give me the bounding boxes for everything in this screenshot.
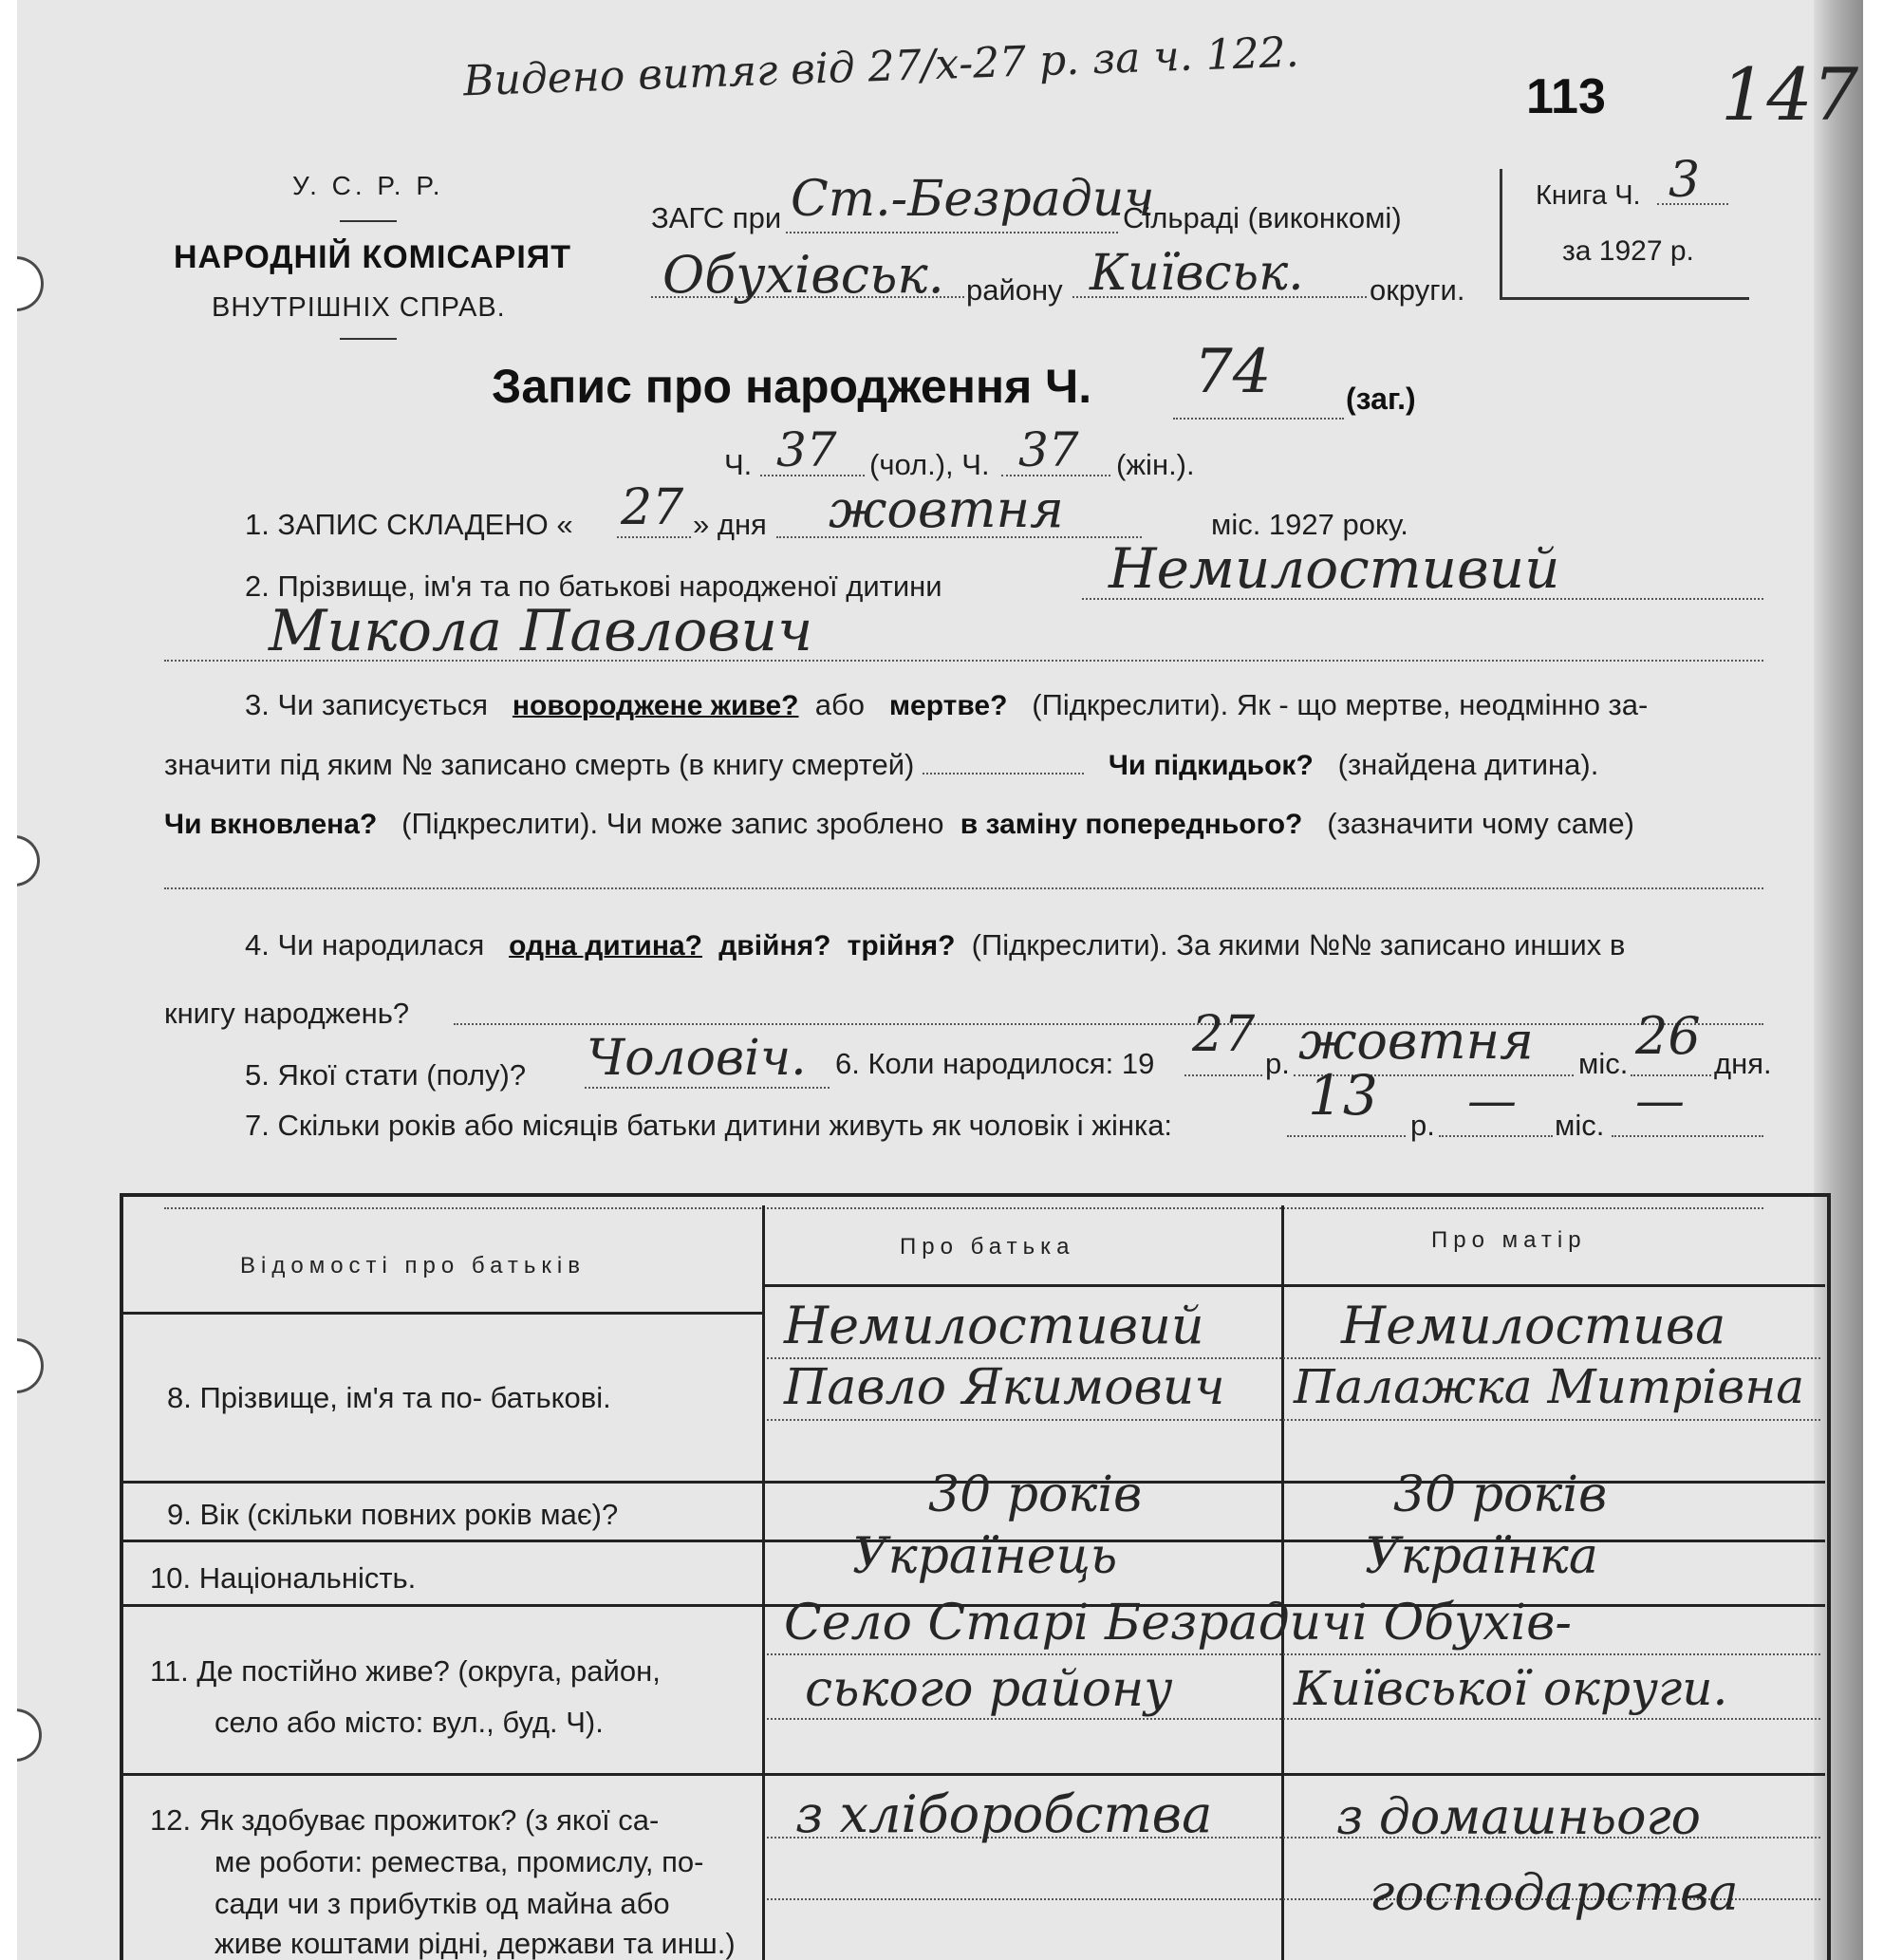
item6-year-line <box>1184 1074 1262 1076</box>
binding-hole <box>17 256 44 311</box>
item1-label: 1. ЗАПИС СКЛАДЕНО « <box>245 508 573 541</box>
item3-restored: Чи вкновлена? <box>164 809 378 840</box>
female-count: 37 <box>1018 422 1079 477</box>
republic-label: У. С. Р. Р. <box>292 171 444 200</box>
item3-alive: новороджене живе? <box>512 690 799 721</box>
item4-text-e: (Підкреслити). За якими №№ записано инших в <box>971 928 1626 961</box>
item4-blank-line <box>454 1023 1763 1025</box>
row10-label: 10. Національність. <box>150 1561 417 1595</box>
document-page <box>17 0 1863 1960</box>
item3-text-h: (знайдена дитина). <box>1337 748 1599 781</box>
row11-label-line2: село або місто: вул., буд. Ч). <box>214 1706 604 1739</box>
item6-r: р. <box>1265 1047 1290 1080</box>
row12-mother-line1: з домашнього <box>1336 1789 1701 1846</box>
rada-label: Сільраді (виконкомі) <box>1123 201 1402 234</box>
table-write-line <box>767 1419 1820 1421</box>
item3-line3 <box>164 807 1634 841</box>
table-col-divider <box>1281 1205 1284 1960</box>
binding-hole <box>17 835 40 887</box>
item1-end: міс. 1927 року. <box>1211 508 1408 541</box>
record-title: Запис про народження Ч. <box>492 360 1092 413</box>
row8-mother-line2: Палажка Митрівна <box>1294 1359 1805 1414</box>
item3-text-e: (Підкреслити). Як - що мертве, неодмінно за- <box>1032 688 1649 721</box>
table-write-line <box>767 1718 1820 1720</box>
row8-mother-line1: Немилостива <box>1341 1296 1726 1355</box>
item7-months-line <box>1439 1135 1553 1137</box>
row12-label-line1: 12. Як здобуває прожиток? (з якої са- <box>150 1803 660 1837</box>
item3-line2 <box>164 748 1598 782</box>
book-year: за 1927 р. <box>1562 235 1694 267</box>
item7-label: 7. Скільки років або місяців батьки дитини живуть як чоловік і жінка: <box>245 1109 1173 1142</box>
item5-line <box>585 1087 830 1089</box>
item7-dash: — <box>1635 1073 1685 1129</box>
record-suffix: (заг.) <box>1346 382 1416 416</box>
book-label: Книга Ч. <box>1536 180 1641 211</box>
item6-day: 26 <box>1635 1006 1701 1066</box>
item7-years-line <box>1287 1135 1406 1137</box>
record-number-line <box>1173 418 1344 420</box>
item6-label: 6. Коли народилося: 19 <box>835 1047 1155 1080</box>
binding-hole <box>17 1338 44 1393</box>
row12-label-line2: ме роботи: ремества, промислу, по- <box>214 1845 704 1878</box>
item2-surname: Немилостивий <box>1109 536 1560 601</box>
zags-village: Ст.-Безрадич <box>791 171 1155 228</box>
record-number: 74 <box>1194 337 1272 407</box>
table-header-rule <box>123 1312 762 1315</box>
item4-twins: двійня? <box>718 930 831 961</box>
table-col-divider <box>762 1205 765 1960</box>
table-write-line <box>767 1653 1820 1655</box>
row12-mother-line2: господарства <box>1370 1865 1739 1922</box>
row11-mother: Київської округи. <box>1294 1661 1728 1716</box>
zags-prefix: ЗАГС при <box>651 201 782 234</box>
item6-dnia: дня. <box>1714 1047 1772 1080</box>
header-rule <box>340 220 397 222</box>
row11-label-line1: 11. Де постійно живе? (округа, район, <box>150 1654 661 1688</box>
item4-text-a: 4. Чи народилася <box>245 928 485 961</box>
ministry-label: ВНУТРІШНІХ СПРАВ. <box>212 292 506 323</box>
item6-year: 27 <box>1192 1006 1256 1063</box>
item3-text-f: значити під яким № записано смерть (в книгу смертей) <box>164 748 915 781</box>
item7-months: — <box>1467 1073 1517 1129</box>
row9-label: 9. Вік (скільки повних років має)? <box>167 1498 619 1531</box>
commissariat-title: НАРОДНІЙ КОМІСАРІЯТ <box>174 239 571 275</box>
item7-r: р. <box>1410 1109 1435 1142</box>
table-header-rule <box>762 1284 1825 1287</box>
row12-label-line4: живе коштами рідні, держави та инш.) <box>214 1927 736 1960</box>
row10-mother: Українка <box>1365 1528 1598 1585</box>
item4-single: одна дитина? <box>509 930 702 961</box>
row8-father-line1: Немилостивий <box>784 1296 1204 1355</box>
item3-replacement: в заміну попереднього? <box>960 809 1303 840</box>
row12-label-line3: сади чи з прибутків од майна або <box>214 1887 670 1920</box>
row11-father-line1: Село Старі Безрадичі Обухів- <box>784 1595 1572 1652</box>
item4-line1 <box>245 928 1625 962</box>
row11-father-line2: ського району <box>805 1661 1173 1718</box>
item3-foundling: Чи підкидьок? <box>1108 750 1314 781</box>
item3-line1 <box>245 688 1648 722</box>
item7-years: 13 <box>1308 1063 1378 1128</box>
female-count-label: (жін.). <box>1116 448 1195 481</box>
top-handwritten-note: Видено витяг від 27/х-27 р. за ч. 122. <box>462 28 1300 106</box>
table-col-header-mother: Про матір <box>1431 1227 1587 1253</box>
item3-text-j: (Підкреслити). Чи може запис зроблено <box>401 807 944 840</box>
male-count-prefix: Ч. <box>724 448 753 481</box>
row10-father: Українець <box>852 1528 1118 1585</box>
male-count-label: (чол.), Ч. <box>869 448 990 481</box>
okrug-value: Київськ. <box>1090 245 1304 302</box>
row12-father: з хліборобства <box>795 1784 1213 1844</box>
row8-father-line2: Павло Якимович <box>784 1359 1225 1416</box>
item6-month: жовтня <box>1298 1011 1534 1071</box>
item3-dead: мертве? <box>888 690 1008 721</box>
item2-name: Микола Павлович <box>269 598 813 664</box>
item3-blank-line <box>164 887 1763 889</box>
item6-mis: міс. <box>1578 1047 1629 1080</box>
item5-label: 5. Якої стати (полу)? <box>245 1058 527 1092</box>
male-count: 37 <box>776 422 837 477</box>
table-col-header-info: Відомості про батьків <box>240 1253 586 1279</box>
header-rule <box>340 338 397 340</box>
stamp-number: 113 <box>1526 69 1606 124</box>
item7-mis: міс. <box>1555 1109 1605 1142</box>
book-number: 3 <box>1669 152 1701 209</box>
row8-label: 8. Прізвище, ім'я та по- батькові. <box>167 1381 611 1414</box>
district-label: району <box>966 273 1063 307</box>
item1-day-line <box>617 536 691 538</box>
item1-month: жовтня <box>829 479 1064 539</box>
row9-mother: 30 років <box>1393 1466 1608 1523</box>
item3-text-l: (зазначити чому саме) <box>1327 807 1634 840</box>
item3-text-a: 3. Чи записується <box>245 688 489 721</box>
item2-label: 2. Прізвище, ім'я та по батькові народженої дитини <box>245 569 942 603</box>
table-row-rule <box>123 1773 1825 1776</box>
item1-day: 27 <box>621 479 684 536</box>
item3-text-c: або <box>814 688 865 721</box>
corner-number: 147 <box>1721 52 1859 137</box>
district-value: Обухівськ. <box>662 245 944 305</box>
item4-text-f: книгу народжень? <box>164 997 410 1030</box>
binding-hole <box>17 1708 42 1762</box>
item4-triplets: трійня? <box>847 930 956 961</box>
item5-value: Чоловіч. <box>587 1030 807 1087</box>
item1-mid: » дня <box>693 508 767 541</box>
row9-father: 30 років <box>928 1466 1143 1523</box>
zags-village-line <box>786 232 1118 233</box>
okrug-label: округи. <box>1370 273 1465 307</box>
table-col-header-father: Про батька <box>900 1234 1075 1260</box>
item7-tail-line <box>1612 1135 1763 1137</box>
